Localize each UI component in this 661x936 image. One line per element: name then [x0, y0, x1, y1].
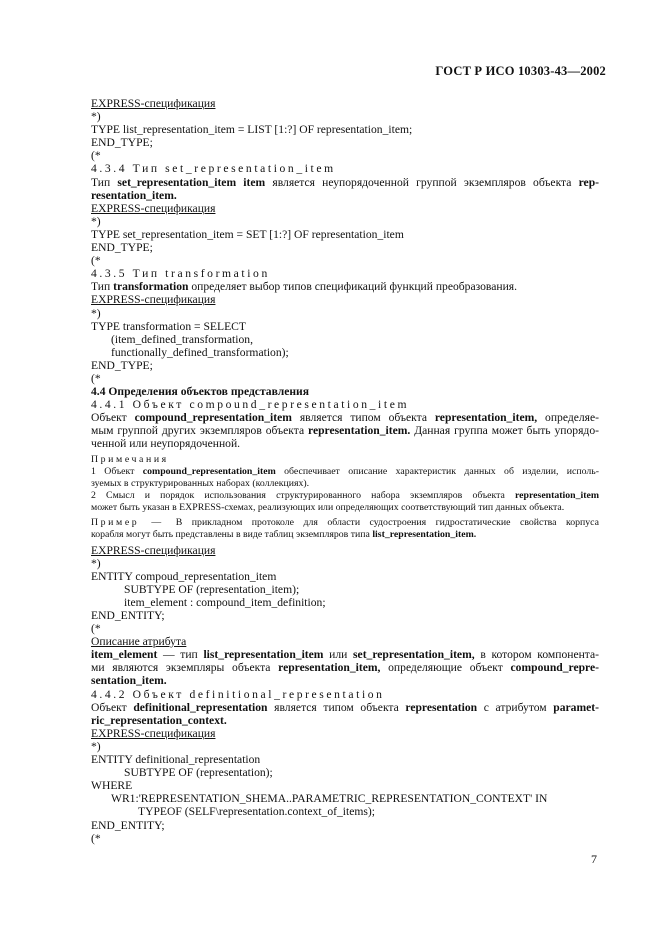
express-spec-label: EXPRESS-спецификация: [91, 97, 216, 110]
code-line: *): [91, 556, 101, 570]
code-line: SUBTYPE OF (representation);: [124, 766, 273, 780]
code-line: TYPE list_representation_item = LIST [1:?] OF representation_item;: [91, 123, 413, 137]
express-spec-label: EXPRESS-спецификация: [91, 726, 216, 740]
paragraph-line: ми являются экземпляры объекта representation_item, определяющие объект compound_repre-: [91, 661, 599, 675]
attribute-description-label: Описание атрибута: [91, 635, 187, 649]
notes-heading: Примечания: [91, 453, 169, 465]
code-line: item_element : compound_item_definition;: [124, 595, 326, 609]
code-line: (item_defined_transformation,: [111, 332, 253, 346]
code-line: END_ENTITY;: [91, 609, 165, 622]
code-line: (*: [91, 149, 101, 163]
note-line: 2 Смысл и порядок использования структурированного набора экземпляров объекта representation_item: [91, 489, 599, 501]
code-line: *): [91, 110, 101, 124]
section-heading-4-3-4: 4.3.4 Тип set_representation_item: [91, 162, 336, 176]
code-line: *): [91, 306, 101, 320]
code-line: END_ENTITY;: [91, 818, 165, 832]
paragraph-line: item_element — тип list_representation_item или set_representation_item, в котором компонента-: [91, 648, 600, 662]
section-heading-4-4: 4.4 Определения объектов представления: [91, 385, 309, 399]
code-line: (*: [91, 254, 101, 268]
code-line: END_TYPE;: [91, 241, 153, 255]
section-heading-4-3-5: 4.3.5 Тип transformation: [91, 267, 270, 281]
code-line: (*: [91, 371, 101, 385]
example-line: корабля могут быть представлены в виде таблиц экземпляров типа list_representation_item.: [91, 528, 477, 540]
express-spec-label: EXPRESS-спецификация: [91, 293, 216, 307]
note-line: 1 Объект compound_representation_item обеспечивает описание характеристик данных об изделии, исполь-: [91, 465, 599, 477]
code-line: WHERE: [91, 779, 133, 793]
code-line: WR1:'REPRESENTATION_SHEMA..PARAMETRIC_REPRESENTATION_CONTEXT' IN: [111, 792, 548, 806]
code-line: TYPE set_representation_item = SET [1:?] OF representation_item: [91, 227, 404, 241]
paragraph-line: sentation_item.: [91, 674, 167, 688]
paragraph-line: Тип set_representation_item item является неупорядоченной группой экземпляров объекта rep-: [91, 175, 600, 189]
code-line: TYPEOF (SELF\representation.context_of_items);: [138, 805, 375, 819]
code-line: END_TYPE;: [91, 358, 153, 372]
note-line: зуемых в структурированных наборах (коллекциях).: [91, 477, 310, 489]
code-line: TYPE transformation = SELECT: [91, 319, 246, 333]
paragraph-line: Объект compound_representation_item является типом объекта representation_item, определяе-: [91, 411, 600, 425]
code-line: ENTITY compoud_representation_item: [91, 569, 277, 583]
section-heading-4-4-2: 4.4.2 Объект definitional_representation: [91, 687, 385, 701]
paragraph-line: мым группой других экземпляров объекта representation_item. Данная группа может быть упорядо-: [91, 424, 599, 438]
code-line: ENTITY definitional_representation: [91, 753, 261, 767]
code-line: *): [91, 739, 101, 753]
paragraph-line: Объект definitional_representation является типом объекта representation с атрибутом paramet-: [91, 700, 599, 714]
paragraph-line: ченной или неупорядоченной.: [91, 437, 241, 451]
note-line: может быть указан в EXPRESS-схемах, реализующих или определяющих соответствующий тип данных объекта.: [91, 501, 565, 513]
page-number: 7: [591, 852, 597, 866]
paragraph-line: ric_representation_context.: [91, 713, 227, 727]
code-line: (*: [91, 831, 101, 845]
document-body: [91, 97, 599, 845]
code-line: functionally_defined_transformation);: [111, 345, 289, 359]
express-spec-label: EXPRESS-спецификация: [91, 543, 216, 557]
code-line: (*: [91, 622, 101, 636]
express-spec-label: EXPRESS-спецификация: [91, 201, 216, 215]
code-line: *): [91, 214, 101, 228]
code-line: END_TYPE;: [91, 136, 153, 150]
running-header: ГОСТ Р ИСО 10303-43—2002: [435, 64, 606, 78]
paragraph-line: Тип transformation определяет выбор типов спецификаций функций преобразования.: [91, 280, 518, 294]
example-line: Пример — В прикладном протоколе для области судостроения гидростатические свойства корпуса: [91, 516, 599, 528]
section-heading-4-4-1: 4.4.1 Объект compound_representation_item: [91, 398, 410, 412]
paragraph-line: resentation_item.: [91, 188, 177, 202]
code-line: SUBTYPE OF (representation_item);: [124, 582, 300, 596]
